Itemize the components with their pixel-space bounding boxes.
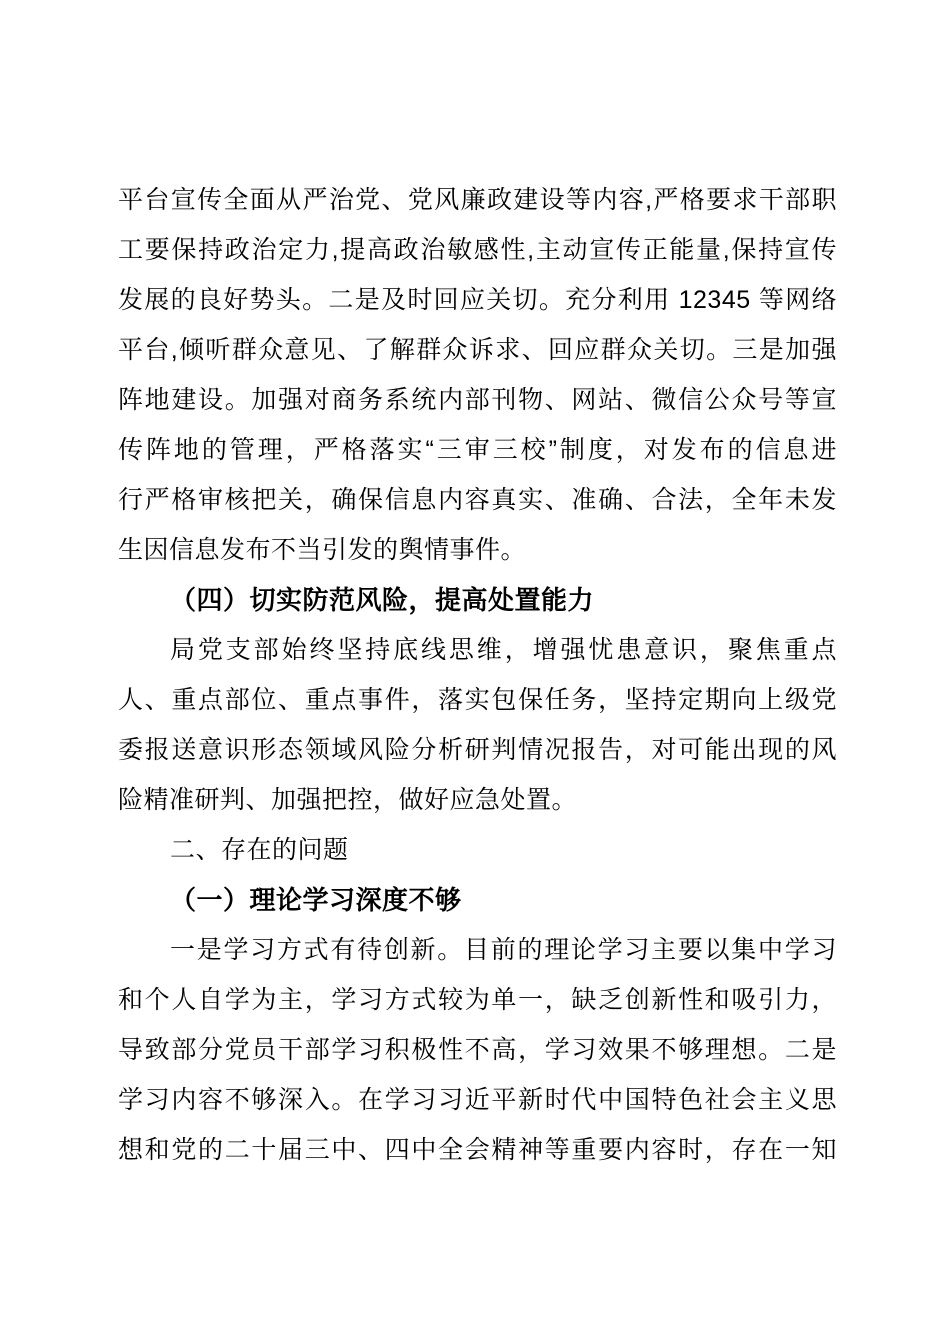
body-text-line: 一是学习方式有待创新。目前的理论学习主要以集中学习 <box>170 936 837 964</box>
body-text-line: 平台,倾听群众意见、了解群众诉求、回应群众关切。三是加强 <box>118 336 837 364</box>
body-text-line: 平台宣传全面从严治党、党风廉政建设等内容,严格要求干部职 <box>118 186 837 214</box>
chapter-title: 二、存在的问题 <box>170 836 349 864</box>
body-text-line: 工要保持政治定力,提高政治敏感性,主动宣传正能量,保持宣传 <box>118 236 837 264</box>
body-text-line: 阵地建设。加强对商务系统内部刊物、网站、微信公众号等宣 <box>118 386 837 414</box>
body-text-line: 想和党的二十届三中、四中全会精神等重要内容时，存在一知 <box>118 1136 837 1164</box>
body-text-line: 委报送意识形态领域风险分析研判情况报告，对可能出现的风 <box>118 736 837 764</box>
body-text-line: 行严格审核把关，确保信息内容真实、准确、合法，全年未发 <box>118 486 837 514</box>
section-heading: （四）切实防范风险，提高处置能力 <box>170 585 595 615</box>
body-text-line: 发展的良好势头。二是及时回应关切。充分利用 12345 等网络 <box>118 286 837 314</box>
body-text-line: 和个人自学为主，学习方式较为单一，缺乏创新性和吸引力， <box>118 986 837 1014</box>
body-text-line: 学习内容不够深入。在学习习近平新时代中国特色社会主义思 <box>118 1086 837 1114</box>
body-text-line: 人、重点部位、重点事件，落实包保任务，坚持定期向上级党 <box>118 686 837 714</box>
body-text-line: 生因信息发布不当引发的舆情事件。 <box>118 536 527 564</box>
body-text-line: 导致部分党员干部学习积极性不高，学习效果不够理想。二是 <box>118 1036 837 1064</box>
body-text-line: 险精准研判、加强把控，做好应急处置。 <box>118 786 578 814</box>
body-text-line: 传阵地的管理，严格落实“三审三校”制度，对发布的信息进 <box>118 436 837 464</box>
section-heading: （一）理论学习深度不够 <box>170 885 462 915</box>
body-text-line: 局党支部始终坚持底线思维，增强忧患意识，聚焦重点 <box>170 636 837 664</box>
document-content <box>118 175 837 1175</box>
